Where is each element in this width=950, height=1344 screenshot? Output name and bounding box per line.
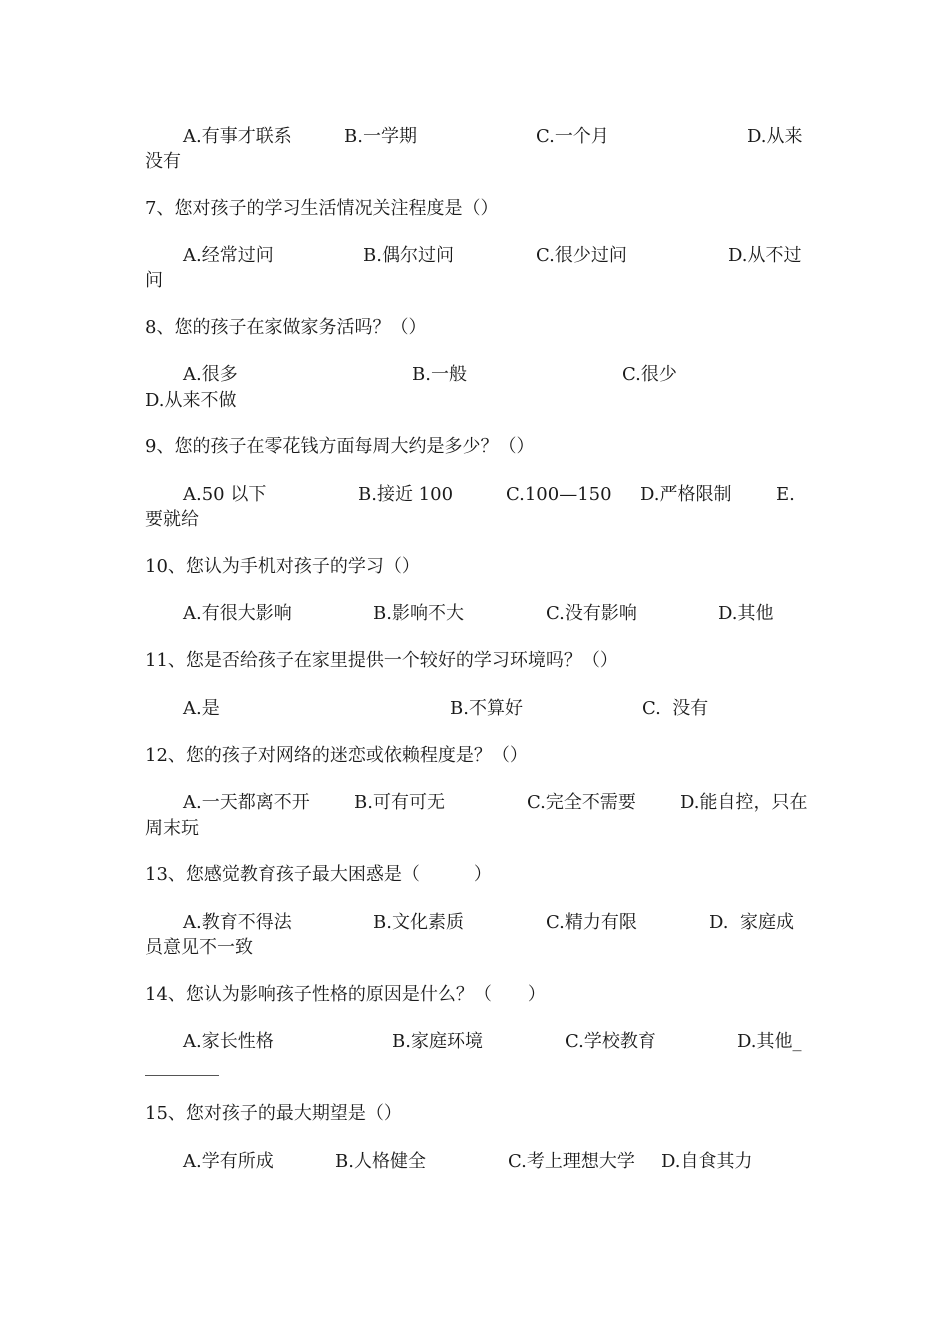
q13-option-a: A.教育不得法 xyxy=(183,912,292,933)
q8-option-a: A.很多 xyxy=(183,364,238,385)
q10-option-d: D.其他 xyxy=(718,603,774,624)
q15-option-c: C.考上理想大学 xyxy=(508,1151,635,1172)
q12-option-c: C.完全不需要 xyxy=(527,792,636,813)
q9-option-e: E. xyxy=(776,484,795,505)
q9-option-continuation: 要就给 xyxy=(145,509,199,530)
q9-question: 9、您的孩子在零花钱方面每周大约是多少？（） xyxy=(145,436,535,457)
q14-option-b: B.家庭环境 xyxy=(392,1031,483,1052)
q6-option-continuation: 没有 xyxy=(145,151,181,172)
q8-option-d: D.从来不做 xyxy=(145,390,237,411)
q14-fill-in-blank xyxy=(145,1075,219,1076)
q9-option-d: D.严格限制 xyxy=(640,484,732,505)
q14-option-c: C.学校教育 xyxy=(565,1031,656,1052)
q15-option-a: A.学有所成 xyxy=(183,1151,274,1172)
q7-option-continuation: 问 xyxy=(145,270,163,291)
q14-question: 14、您认为影响孩子性格的原因是什么？（ ） xyxy=(145,984,546,1005)
q7-option-a: A.经常过问 xyxy=(183,245,274,266)
q13-option-d: D. 家庭成 xyxy=(709,912,794,933)
q13-option-c: C.精力有限 xyxy=(546,912,637,933)
q10-option-a: A.有很大影响 xyxy=(183,603,292,624)
q11-question: 11、您是否给孩子在家里提供一个较好的学习环境吗？（） xyxy=(145,650,618,671)
q11-option-a: A.是 xyxy=(183,698,220,719)
q7-option-c: C.很少过问 xyxy=(536,245,627,266)
q7-option-b: B.偶尔过问 xyxy=(363,245,454,266)
q6-option-b: B.一学期 xyxy=(344,126,417,147)
q12-option-a: A.一天都离不开 xyxy=(183,792,310,813)
q15-option-b: B.人格健全 xyxy=(335,1151,426,1172)
q10-option-c: C.没有影响 xyxy=(546,603,637,624)
q12-option-continuation: 周末玩 xyxy=(145,818,199,839)
q6-option-d: D.从来 xyxy=(747,126,803,147)
q9-option-b: B.接近 100 xyxy=(358,484,454,505)
q13-question: 13、您感觉教育孩子最大困惑是（ ） xyxy=(145,864,492,885)
q8-option-c: C.很少 xyxy=(622,364,677,385)
q14-option-d: D.其他_ xyxy=(737,1031,802,1052)
q10-question: 10、您认为手机对孩子的学习（） xyxy=(145,556,420,577)
q10-option-b: B.影响不大 xyxy=(373,603,464,624)
q9-option-c: C.100—150 xyxy=(506,484,612,505)
q11-option-b: B.不算好 xyxy=(450,698,523,719)
q6-option-c: C.一个月 xyxy=(536,126,609,147)
q13-option-b: B.文化素质 xyxy=(373,912,464,933)
q12-option-d: D.能自控，只在 xyxy=(680,792,808,813)
q15-option-d: D.自食其力 xyxy=(661,1151,753,1172)
q8-question: 8、您的孩子在家做家务活吗？（） xyxy=(145,317,427,338)
q7-option-d: D.从不过 xyxy=(728,245,802,266)
q6-option-a: A.有事才联系 xyxy=(183,126,292,147)
q13-option-continuation: 员意见不一致 xyxy=(145,937,253,958)
q7-question: 7、您对孩子的学习生活情况关注程度是（） xyxy=(145,198,499,219)
q14-option-a: A.家长性格 xyxy=(183,1031,274,1052)
q9-option-a: A.50 以下 xyxy=(183,484,267,505)
q15-question: 15、您对孩子的最大期望是（） xyxy=(145,1103,402,1124)
q8-option-b: B.一般 xyxy=(412,364,467,385)
q12-question: 12、您的孩子对网络的迷恋或依赖程度是？（） xyxy=(145,745,528,766)
q12-option-b: B.可有可无 xyxy=(354,792,445,813)
q11-option-c: C. 没有 xyxy=(642,698,709,719)
